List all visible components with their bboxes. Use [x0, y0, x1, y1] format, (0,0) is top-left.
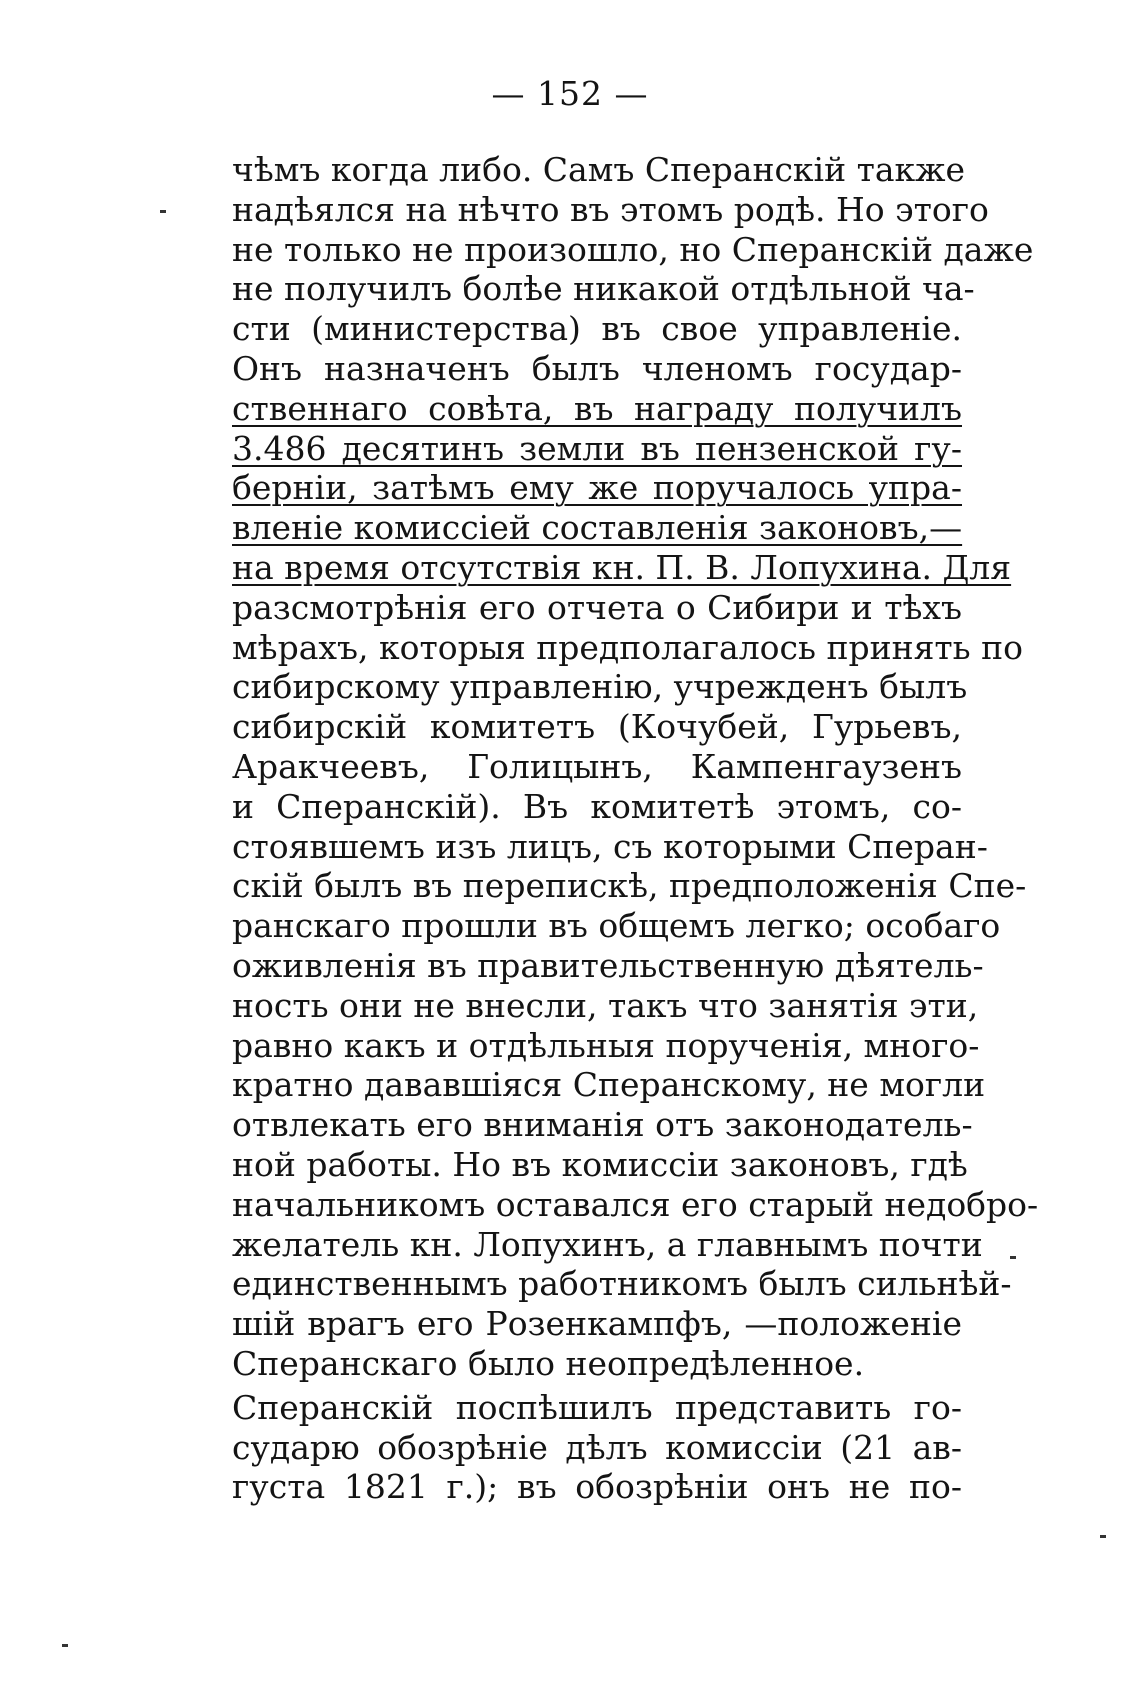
text-line-14: сибирскому управленію, учрежденъ былъ [232, 667, 968, 707]
text-line-25: отвлекать его вниманія отъ законодатель- [232, 1105, 973, 1145]
text-line-33: сударю обозрѣніе дѣлъ комиссіи (21 ав- [232, 1427, 962, 1467]
margin-mark [160, 210, 166, 213]
text-line-13: мѣрахъ, которыя предполагалось принять по [232, 627, 1023, 667]
text-line-2: надѣялся на нѣчто въ этомъ родѣ. Но этого [232, 189, 989, 229]
text-line-1: чѣмъ когда либо. Самъ Сперанскій также [232, 150, 966, 189]
text-line-19: скій былъ въ перепискѣ, предположенія Спе- [232, 866, 1027, 906]
text-line-3: не только не произошло, но Сперанскій даже [232, 229, 1034, 269]
margin-mark [1010, 1256, 1016, 1259]
text-line-8: 3.486 десятинъ земли въ пензенской гу- [232, 428, 962, 468]
text-line-31: Сперанскаго было неопредѣленное. [232, 1343, 865, 1383]
text-line-30: шій врагъ его Розенкампфъ, —положеніе [232, 1304, 962, 1344]
text-line-11: на время отсутствія кн. П. В. Лопухина. Для [232, 547, 1012, 587]
text-line-34: густа 1821 г.); въ обозрѣніи онъ не по- [232, 1467, 962, 1507]
text-line-20: ранскаго прошли въ общемъ легко; особаго [232, 906, 1001, 946]
text-line-32: Сперанскій поспѣшилъ представить го- [232, 1387, 962, 1427]
text-line-29: единственнымъ работникомъ былъ сильнѣй- [232, 1264, 1012, 1304]
text-line-17: и Сперанскій). Въ комитетѣ этомъ, со- [232, 786, 962, 826]
text-line-6: Онъ назначенъ былъ членомъ государ- [232, 348, 962, 388]
text-line-10: вленіе комиссіей составленія законовъ,— [232, 508, 963, 548]
text-line-24: кратно дававшіяся Сперанскому, не могли [232, 1065, 986, 1105]
margin-mark [62, 1644, 68, 1647]
body-text [232, 150, 1039, 1507]
text-line-16: Аракчеевъ, Голицынъ, Кампенгаузенъ [232, 746, 962, 786]
text-line-5: сти (министерства) въ свое управленіе. [232, 309, 962, 349]
text-line-26: ной работы. Но въ комиссіи законовъ, гдѣ [232, 1144, 968, 1184]
text-line-9: берніи, затѣмъ ему же поручалось упра- [232, 468, 962, 508]
margin-mark [1100, 1535, 1106, 1538]
page-number: — 152 — [491, 74, 649, 113]
text-line-23: равно какъ и отдѣльныя порученія, много- [232, 1025, 980, 1065]
text-line-15: сибирскій комитетъ (Кочубей, Гурьевъ, [232, 707, 962, 747]
text-line-7: ственнаго совѣта, въ награду получилъ [232, 388, 962, 428]
text-line-27: начальникомъ оставался его старый недобро- [232, 1184, 1039, 1224]
text-line-22: ность они не внесли, такъ что занятія эти, [232, 985, 979, 1025]
text-line-18: стоявшемъ изъ лицъ, съ которыми Сперан- [232, 826, 988, 866]
text-line-28: желатель кн. Лопухинъ, а главнымъ почти [232, 1224, 983, 1264]
text-line-12: разсмотрѣнія его отчета о Сибири и тѣхъ [232, 587, 962, 627]
text-line-4: не получилъ болѣе никакой отдѣльной ча- [232, 269, 975, 309]
text-line-21: оживленія въ правительственную дѣятель- [232, 945, 984, 985]
